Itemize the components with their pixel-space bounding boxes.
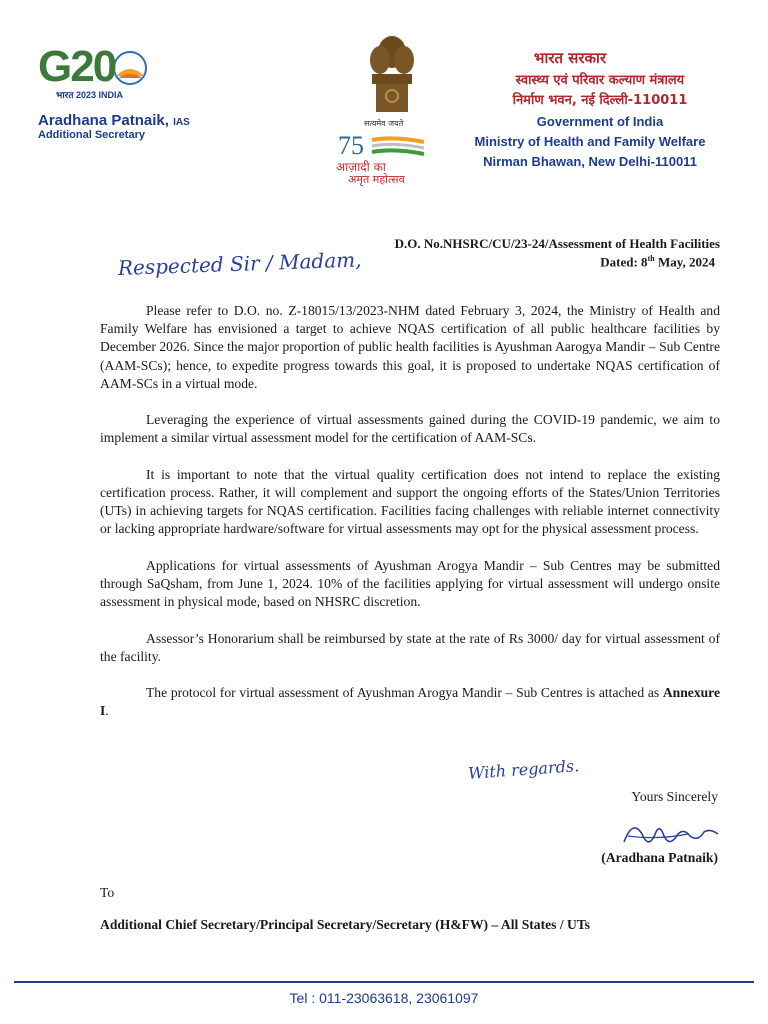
to-label: To xyxy=(100,885,115,900)
sender-name xyxy=(38,112,190,129)
body-paragraph-1: Please refer to D.O. no. Z-18015/13/2023-NHM dated February 3, 2024, the Ministry of Health and Family Welfare has envisioned a target to achieve NQAS certification of all public healthcare facilities by December 2026. Since the major proportion of public health facilities is Ayushman Aarogya Mandir – Sub Centre (AAM-SCs); hence, to expedite progress towards this goal, it is proposed to undertake NQAS certification of AAM-SCs in a virtual mode. xyxy=(100,303,720,391)
date-prefix: Dated: 8 xyxy=(600,254,648,270)
english-government-title: Government of India xyxy=(536,114,664,129)
english-address: Nirman Bhawan, New Delhi-110011 xyxy=(483,154,697,169)
body-paragraph-4: Applications for virtual assessments of Ayushman Arogya Mandir – Sub Centres may be submitted through SaQsham, from June 1, 2024. 10% of the facilities applying for virtual assessment will undergo onsite assessment in physical mode, based on NHSRC discretion. xyxy=(100,557,720,610)
body-paragraph-3: It is important to note that the virtual quality certification does not intend to replace the existing certification process. Rather, it will complement and support the ongoing efforts of the States/Union Territories (UTs) in achieving targets for NQAS certification. Facilities facing challenges with reliable internet connectivity or lacking appropriate hardware/software for virtual assessments may opt for the physical assessment process. xyxy=(100,466,720,537)
g20-subtext: भारत 2023 INDIA xyxy=(56,90,123,100)
handwritten-regards: With regards. xyxy=(467,756,580,783)
hindi-address: निर्माण भवन, नई दिल्ली-110011 xyxy=(512,93,688,108)
para6-suffix: . xyxy=(105,703,109,719)
footer-divider xyxy=(14,981,754,983)
sign-off: Yours Sincerely xyxy=(631,789,718,804)
sender-name-text: Aradhana Patnaik, xyxy=(38,112,169,129)
do-number: D.O. No.NHSRC/CU/23-24/Assessment of Health Facilities xyxy=(394,236,720,251)
sender-suffix: IAS xyxy=(173,117,190,128)
national-emblem-icon xyxy=(360,30,424,120)
svg-text:75: 75 xyxy=(338,131,364,160)
letter-date xyxy=(300,254,715,270)
emblem-motto: सत्यमेव जयते xyxy=(364,119,404,128)
hindi-ministry-title: स्वास्थ्य एवं परिवार कल्याण मंत्रालय xyxy=(515,73,685,88)
para6-prefix: The protocol for virtual assessment of Ayushman Arogya Mandir – Sub Centres is attached as xyxy=(146,685,663,701)
signature-mark xyxy=(618,812,728,852)
hindi-government-title: भारत सरकार xyxy=(533,49,607,67)
g20-logo-text: G20 xyxy=(38,42,116,91)
letter-body xyxy=(100,302,720,739)
body-paragraph-2: Leveraging the experience of virtual assessments gained during the COVID-19 pandemic, we aim to implement a similar virtual assessment model for the certification of AAM-SCs. xyxy=(100,412,720,446)
date-ordinal: th xyxy=(647,254,655,263)
azadi-text-line2: अमृत महोत्सव xyxy=(348,173,405,186)
handwritten-salutation: Respected Sir / Madam, xyxy=(117,247,362,280)
body-paragraph-6 xyxy=(100,684,720,720)
sender-title: Additional Secretary xyxy=(38,129,145,141)
english-ministry-title: Ministry of Health and Family Welfare xyxy=(474,134,706,149)
date-suffix: May, 2024 xyxy=(654,254,715,270)
body-paragraph-5: Assessor’s Honorarium shall be reimbursed by state at the rate of Rs 3000/ day for virtual assessment of the facility. xyxy=(100,630,720,664)
azadi-text-line1: आज़ादी का xyxy=(336,160,386,174)
recipient: Additional Chief Secretary/Principal Secretary/Secretary (H&FW) – All States / UTs xyxy=(100,917,590,932)
signee-name: (Aradhana Patnaik) xyxy=(601,850,718,865)
footer-telephone: Tel : 011-23063618, 23061097 xyxy=(289,990,479,1006)
annexure-reference: Annexure I xyxy=(100,685,720,719)
